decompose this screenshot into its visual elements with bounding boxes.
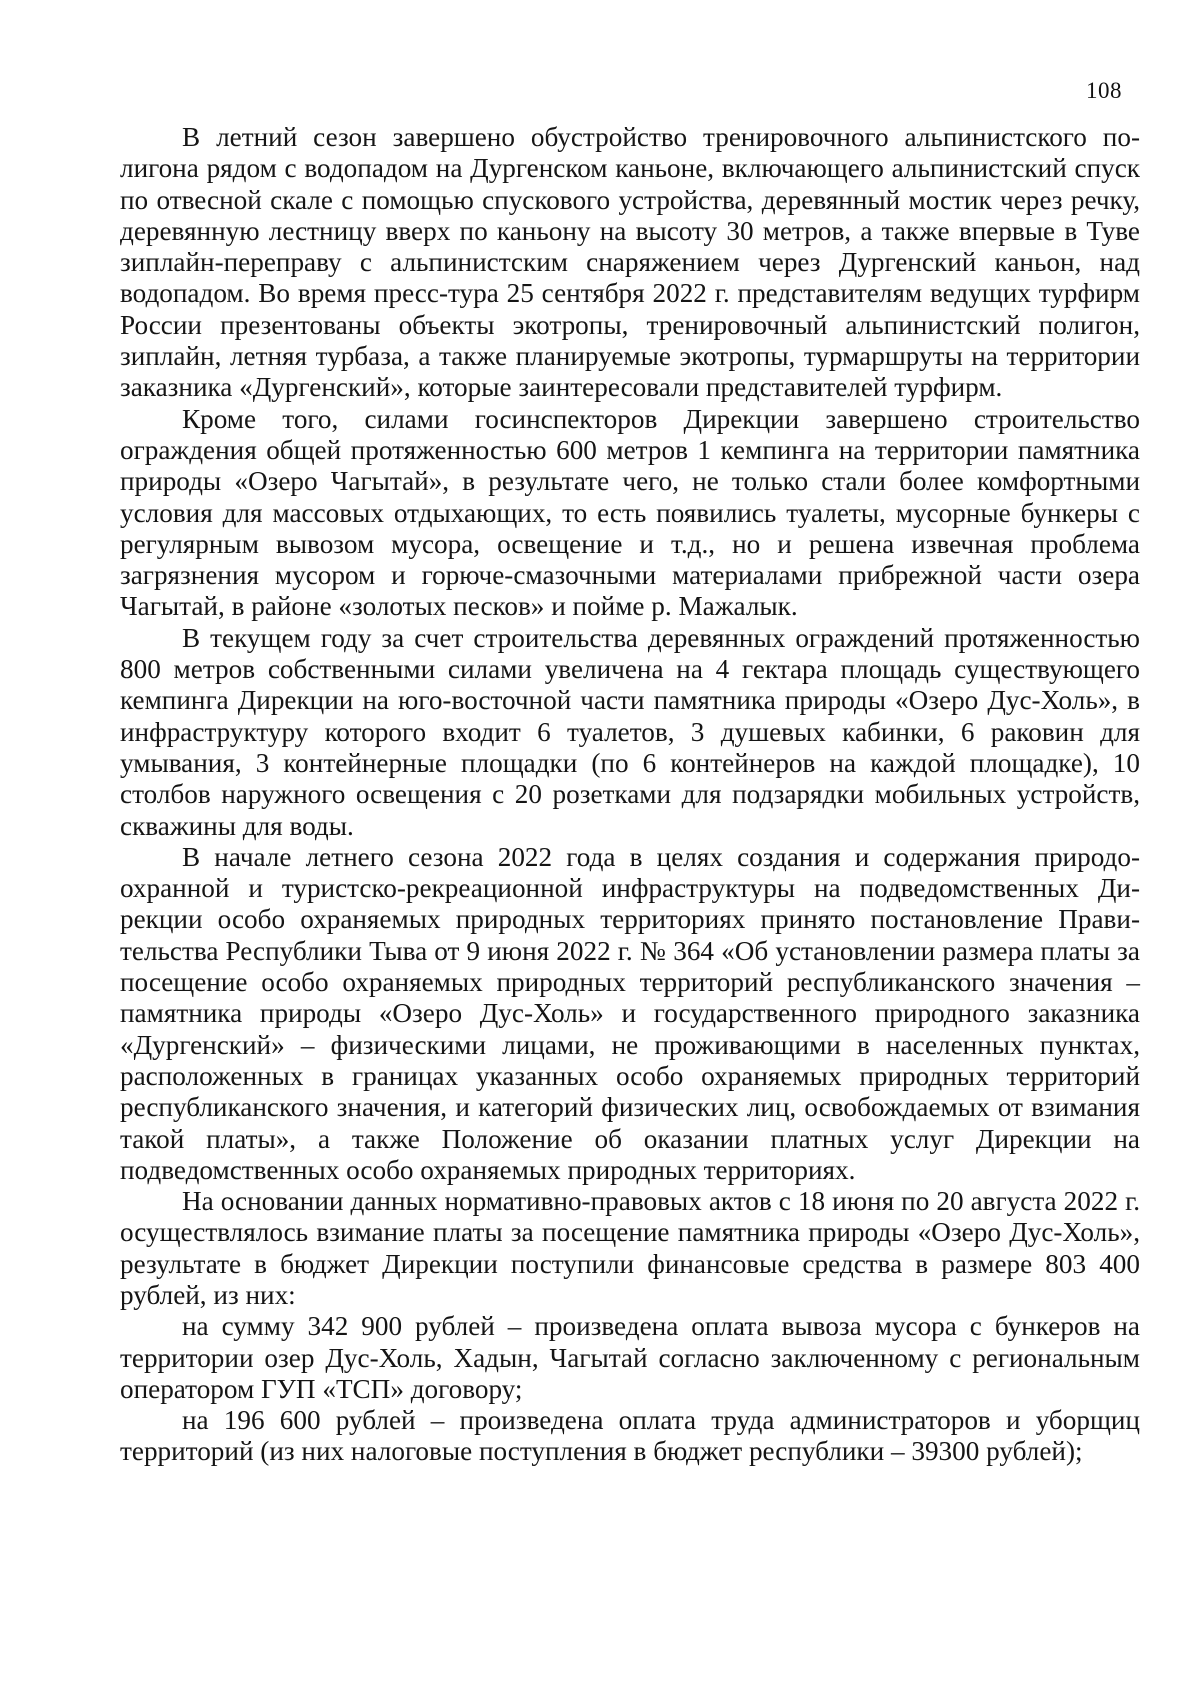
document-body [120,122,1140,1468]
paragraph-chagytai-camping: Кроме того, силами госинспекторов Дирекции завершено строительство ограждения общей протяженностью 600 метров 1 кемпинга на территории памятника природы «Озеро Чагытай», в результате чего, не только стали более комфортными условия для массовых отдыхающих, то есть появились туалеты, мусорные бункеры с регулярным вывозом мусора, освещение и т.д., но и решена извечная проблема загрязнения мусором и горюче-смазочными материалами прибрежной части озера Чагытай, в районе «золотых песков» и пойме р. Мажалык. [120,403,1140,622]
paragraph-fee-collection: На основании данных нормативно-правовых актов с 18 июня по 20 августа 2022 г. осуществлялось взимание платы за посещение памятника природы «Озеро Дус-Холь», результате в бюджет Дирекции поступили финансовые средства в размере 803 400 рублей, из них: [120,1186,1140,1310]
paragraph-ziplain: В летний сезон завершено обустройство тренировочного альпинистского полигона рядом с водопадом на Дургенском каньоне, включающего альпинистский спуск по отвесной скале с помощью спускового устройства, деревянный мостик через речку, деревянную лестницу вверх по каньону на высоту 30 метров, а также впервые в Туве зиплайн-переправу с альпинистским снаряжением через Дургенский каньон, над водопадом. Во время пресс-тура 25 сентября 2022 г. представителям ведущих турфирм России презентованы объекты экотропы, тренировочный альпинистский полигон, зиплайн, летняя турбаза, а также планируемые экотропы, турмаршруты на территории заказника «Дургенский», которые заинтересовали представителей турфирм. [120,122,1140,403]
paragraph-fee-resolution: В начале летнего сезона 2022 года в целях создания и содержания природоохранной и туристско-рекреационной инфраструктуры на подведомственных Дирекции особо охраняемых природных территориях принято постановление Правительства Республики Тыва от 9 июня 2022 г. № 364 «Об установлении размера платы за посещение особо охраняемых природных территорий республиканского значения – памятника природы «Озеро Дус-Холь» и государственного природного заказника «Дургенский» – физическими лицами, не проживающими в населенных пунктах, расположенных в границах указанных особо охраняемых природных территорий республиканского значения, и категорий физических лиц, освобождаемых от взимания такой платы», а также Положение об оказании платных услуг Дирекции на подведомственных особо охраняемых природных территориях. [120,841,1140,1185]
paragraph-waste-removal: на сумму 342 900 рублей – произведена оплата вывоза мусора с бункеров на территории озер Дус-Холь, Хадын, Чагытай согласно заключенному с региональным оператором ГУП «ТСП» договору; [120,1311,1140,1404]
paragraph-dus-khol-camping: В текущем году за счет строительства деревянных ограждений протяженностью 800 метров собственными силами увеличена на 4 гектара площадь существующего кемпинга Дирекции на юго-восточной части памятника природы «Озеро Дус-Холь», в инфраструктуру которого входит 6 туалетов, 3 душевых кабинки, 6 раковин для умывания, 3 контейнерные площадки (по 6 контейнеров на каждой площадке), 10 столбов наружного освещения с 20 розетками для подзарядки мобильных устройств, скважины для воды. [120,622,1140,841]
paragraph-staff-wages: на 196 600 рублей – произведена оплата труда администраторов и уборщиц территорий (из них налоговые поступления в бюджет республики – 39300 рублей); [120,1405,1140,1467]
page-number: 108 [1086,78,1122,103]
